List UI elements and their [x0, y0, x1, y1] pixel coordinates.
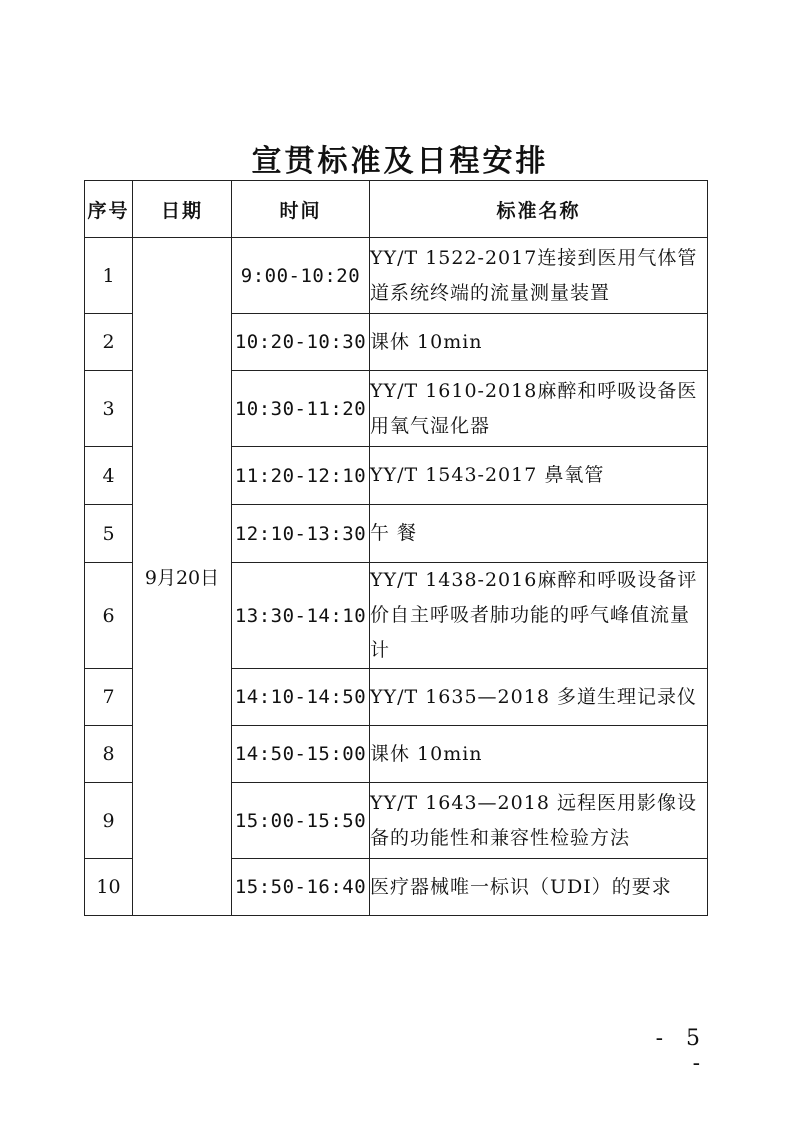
header-name: 标准名称 — [370, 181, 708, 238]
row-time: 14:10-14:50 — [232, 669, 370, 726]
row-time: 10:30-11:20 — [232, 371, 370, 447]
row-standard-name: YY/T 1522-2017连接到医用气体管道系统终端的流量测量装置 — [370, 238, 708, 314]
row-no: 4 — [85, 447, 133, 505]
table-header-row — [85, 181, 708, 238]
header-time: 时间 — [232, 181, 370, 238]
page-title: 宣贯标准及日程安排 — [251, 144, 549, 179]
row-time: 11:20-12:10 — [232, 447, 370, 505]
row-no: 2 — [85, 314, 133, 371]
table-row — [85, 238, 708, 314]
row-standard-name: 午 餐 — [370, 505, 708, 563]
row-time: 9:00-10:20 — [232, 238, 370, 314]
row-standard-name: 课休 10min — [370, 726, 708, 783]
row-no: 10 — [85, 859, 133, 916]
page-number: - 5 - — [655, 1026, 708, 1076]
row-time: 12:10-13:30 — [232, 505, 370, 563]
header-no: 序号 — [85, 181, 133, 238]
row-no: 5 — [85, 505, 133, 563]
row-standard-name: YY/T 1635—2018 多道生理记录仪 — [370, 669, 708, 726]
row-no: 7 — [85, 669, 133, 726]
row-standard-name: 课休 10min — [370, 314, 708, 371]
row-standard-name: YY/T 1543-2017 鼻氧管 — [370, 447, 708, 505]
row-time: 13:30-14:10 — [232, 563, 370, 669]
row-time: 15:00-15:50 — [232, 783, 370, 859]
date-cell: 9月20日 — [133, 238, 232, 916]
row-no: 9 — [85, 783, 133, 859]
row-standard-name: 医疗器械唯一标识（UDI）的要求 — [370, 859, 708, 916]
schedule-table — [84, 180, 708, 916]
row-no: 3 — [85, 371, 133, 447]
row-no: 1 — [85, 238, 133, 314]
row-no: 8 — [85, 726, 133, 783]
row-time: 10:20-10:30 — [232, 314, 370, 371]
row-standard-name: YY/T 1643—2018 远程医用影像设备的功能性和兼容性检验方法 — [370, 783, 708, 859]
row-standard-name: YY/T 1438-2016麻醉和呼吸设备评价自主呼吸者肺功能的呼气峰值流量计 — [370, 563, 708, 669]
row-time: 15:50-16:40 — [232, 859, 370, 916]
row-standard-name: YY/T 1610-2018麻醉和呼吸设备医用氧气湿化器 — [370, 371, 708, 447]
header-date: 日期 — [133, 181, 232, 238]
row-time: 14:50-15:00 — [232, 726, 370, 783]
row-no: 6 — [85, 563, 133, 669]
